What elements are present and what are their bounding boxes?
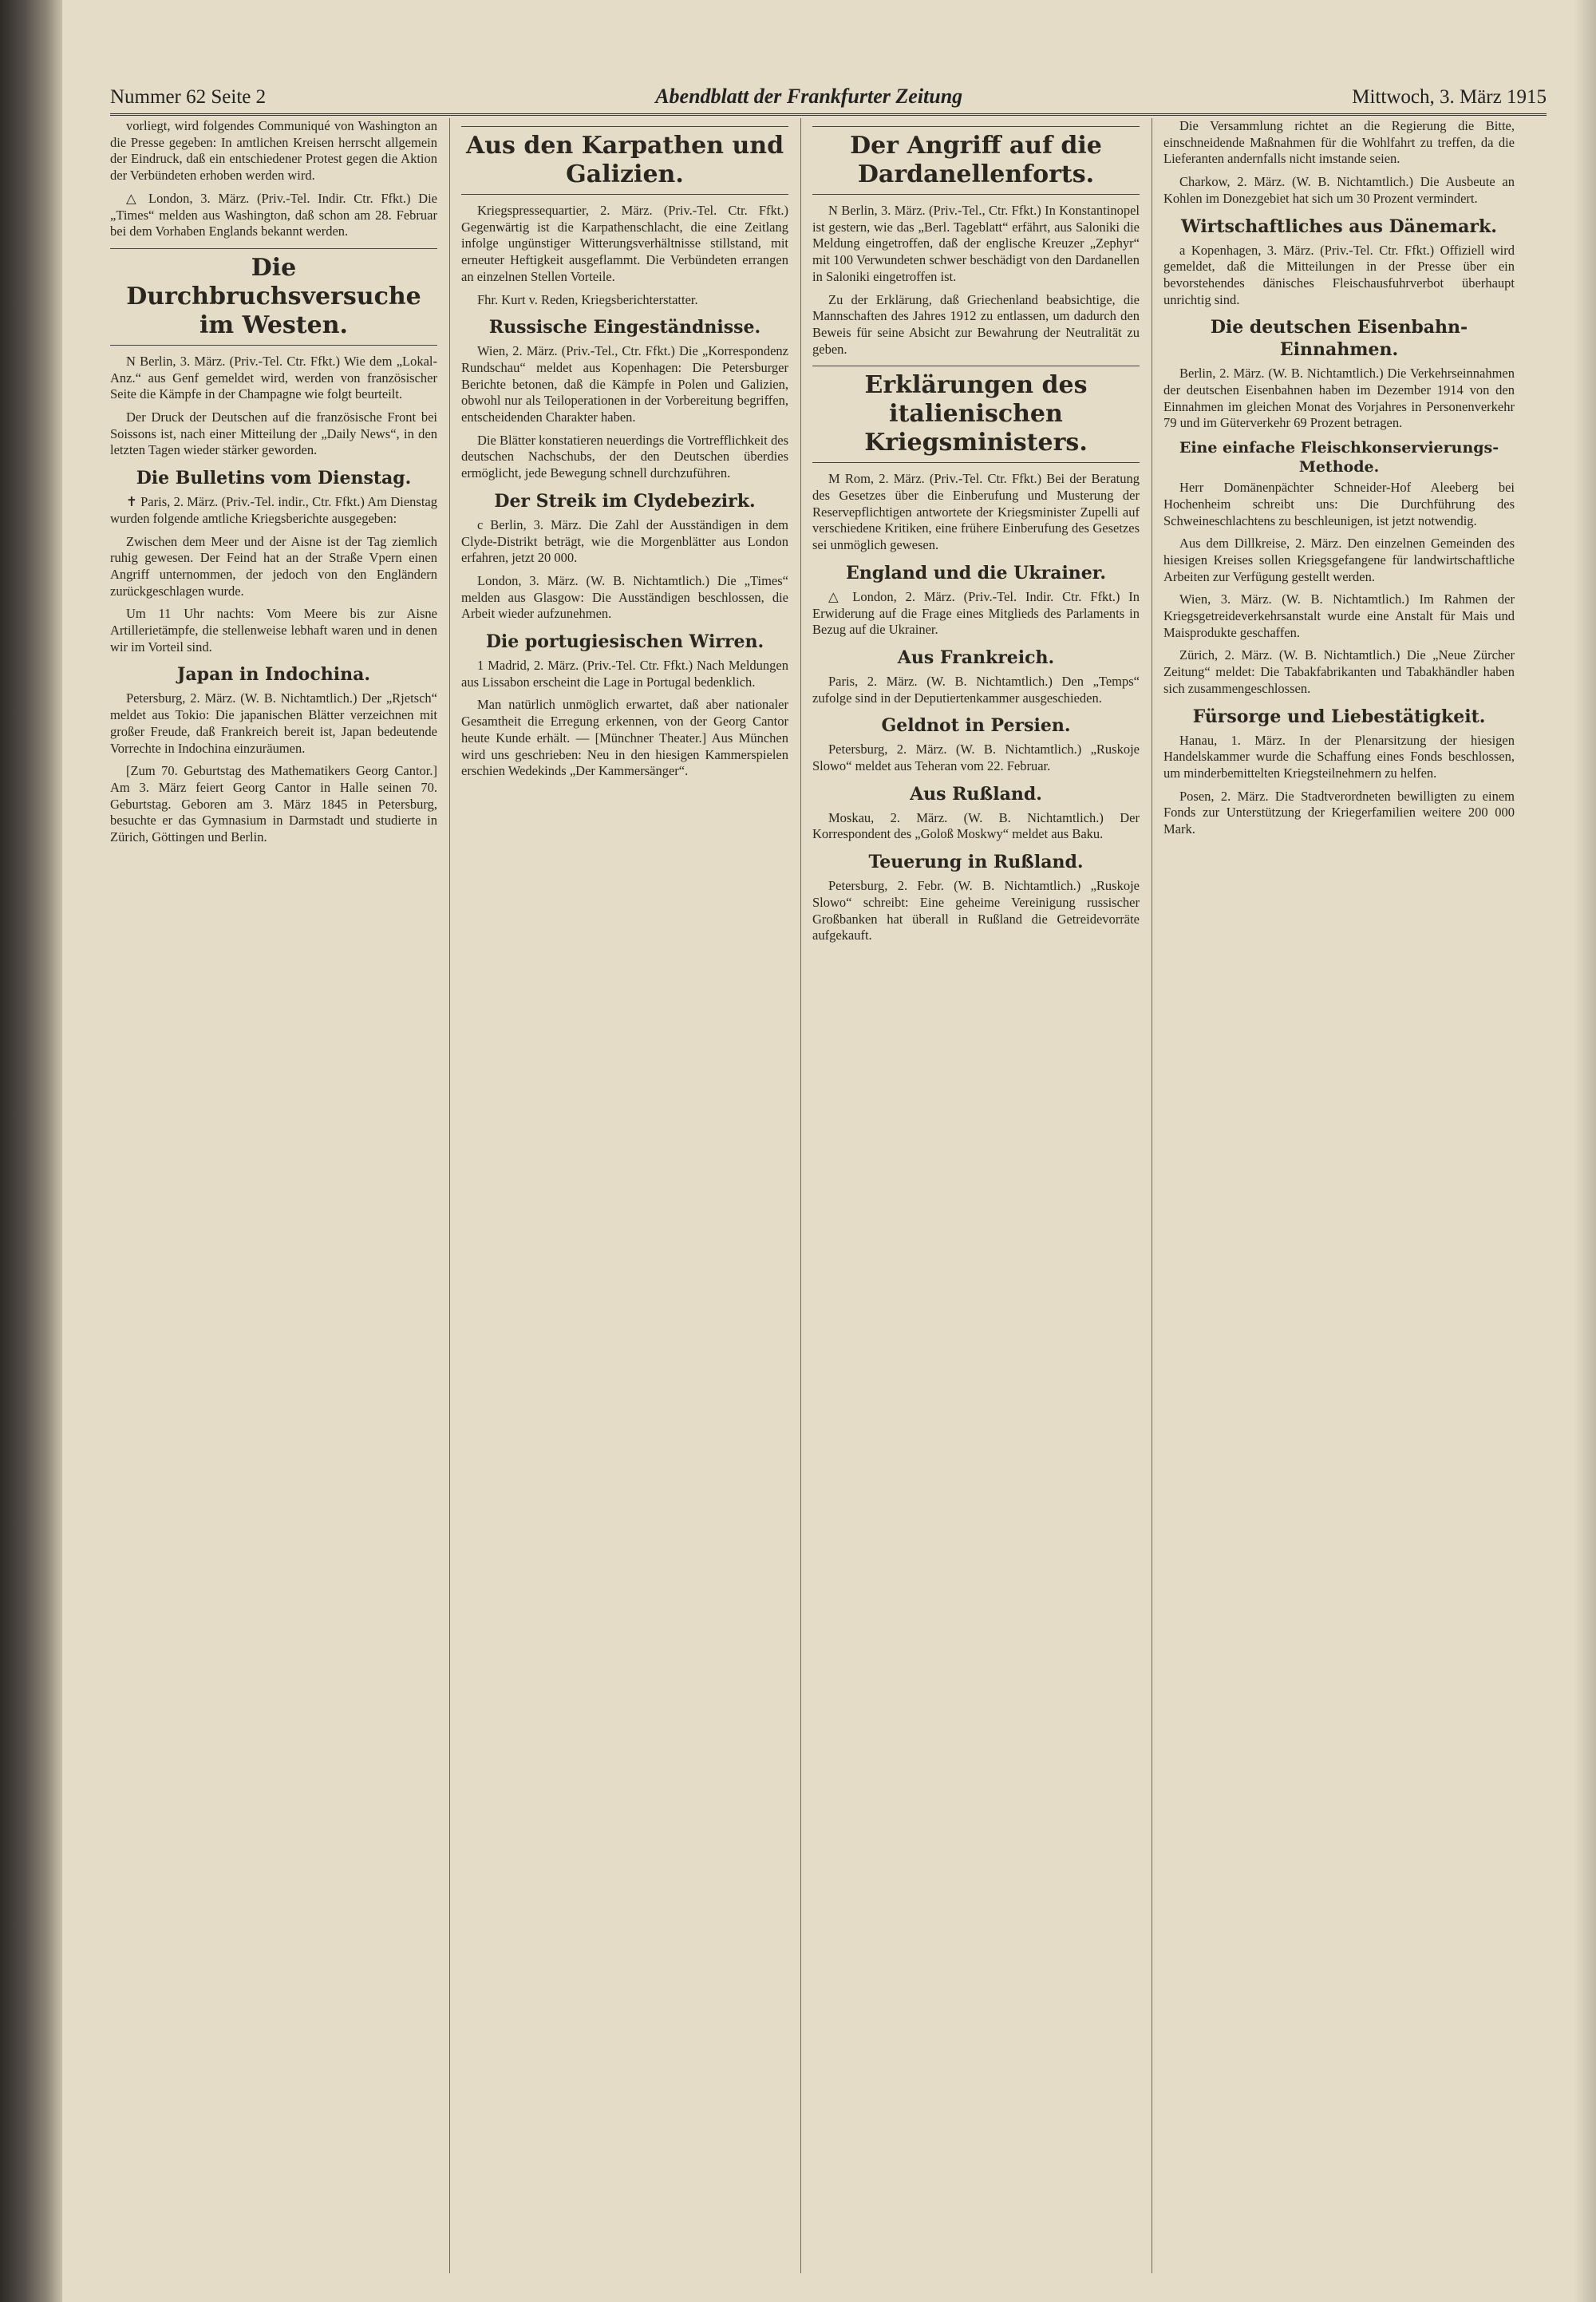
article-paragraph: Charkow, 2. März. (W. B. Nichtamtlich.) Die Ausbeute an Kohlen im Donezgebiet hat sich um 30 Prozent vermindert. — [1163, 174, 1515, 206]
article-paragraph: c Berlin, 3. März. Die Zahl der Ausständigen in dem Clyde-Distrikt beträgt, wie die Morgenblätter aus London erfahren, jetzt 20 000. — [461, 516, 788, 566]
article-paragraph: [Zum 70. Geburtstag des Mathematikers Georg Cantor.] Am 3. März feiert Georg Cantor in Halle seinen 70. Geburtstag. Geboren am 3. März 1845 in Petersburg, besuchte er das Gymnasium in Darmstadt und studierte in Zürich, Göttingen und Berlin. — [110, 763, 437, 845]
article-paragraph: 1 Madrid, 2. März. (Priv.-Tel. Ctr. Ffkt.) Nach Meldungen aus Lissabon erscheint die Lage in Portugal bedenklich. — [461, 658, 788, 690]
page-shadow — [1574, 0, 1596, 2302]
article-paragraph: London, 3. März. (W. B. Nichtamtlich.) Die „Times“ melden aus Glasgow: Die Ausständigen beschlossen, die Arbeit wieder aufzunehmen. — [461, 572, 788, 622]
article-paragraph: Die Blätter konstatieren neuerdings die Vortrefflichkeit des deutschen Nachschubs, der den Deutschen überdies ermöglicht, jede Bewegung schnell durchzuführen. — [461, 432, 788, 481]
article-paragraph: Petersburg, 2. Febr. (W. B. Nichtamtlich.) „Ruskoje Slowo“ schreibt: Eine geheime Vereinigung russischer Großbanken hat überall in Rußland die Getreidevorräte aufgekauft. — [812, 878, 1140, 943]
article-paragraph: Zu der Erklärung, daß Griechenland beabsichtige, die Mannschaften des Jahres 1912 zu entlassen, um dadurch den Beweis für seine Absicht zur Bewahrung der Neutralität zu geben. — [812, 291, 1140, 357]
headline-medium: Teuerung in Rußland. — [868, 852, 1084, 873]
article-paragraph: Petersburg, 2. März. (W. B. Nichtamtlich.) „Ruskoje Slowo“ meldet aus Teheran vom 22. Februar. — [812, 742, 1140, 774]
article-paragraph: M Rom, 2. März. (Priv.-Tel. Ctr. Ffkt.) Bei der Beratung des Gesetzes über die Einberufung und Musterung der Reservepflichtigen antwortete der Kriegsminister Zupelli auf verschiedene Kritiken, eine frühere Einberufung des Gesetzes sei unmöglich gewesen. — [812, 471, 1140, 553]
article-paragraph: Aus dem Dillkreise, 2. März. Den einzelnen Gemeinden des hiesigen Kreises sollen Kriegsgefangene für landwirtschaftliche Arbeiten zur Verfügung gestellt werden. — [1163, 536, 1515, 584]
headline-medium: Japan in Indochina. — [177, 664, 370, 686]
article-paragraph: Kriegspressequartier, 2. März. (Priv.-Tel. Ctr. Ffkt.) Gegenwärtig ist die Karpathenschlacht, die eine Zeitlang infolge ungünstiger Witterungsverhältnisse stillstand, mit erneuter Heftigkeit ausgeflammt. Die Verbündeten errangen an einzelnen Stellen Vorteile. — [461, 203, 788, 284]
article-paragraph: Wien, 2. März. (Priv.-Tel., Ctr. Ffkt.) Die „Korrespondenz Rundschau“ meldet aus Kopenhagen: Die Petersburger Berichte betonen, daß die Kämpfe in Polen und Galizien, obwohl nur als Teiloperationen in der Vorbereitung begriffen, entscheidenden Charakter haben. — [461, 343, 788, 425]
article-paragraph: Wien, 3. März. (W. B. Nichtamtlich.) Im Rahmen der Kriegsgetreideverkehrsanstalt wurde eine Anstalt für Mais und Maisprodukte geschaffen. — [1163, 591, 1515, 640]
headline-medium: England und die Ukrainer. — [845, 562, 1107, 583]
article-paragraph: Hanau, 1. März. In der Plenarsitzung der hiesigen Handelskammer wurde die Schaffung eines Fonds beschlossen, um minderbemittelten Kriegsteilnehmern zu helfen. — [1163, 732, 1515, 781]
headline-small: Eine einfache Fleischkonservierungs-Methode. — [1179, 439, 1499, 477]
article-paragraph: Herr Domänenpächter Schneider-Hof Aleeberg bei Hochenheim schreibt uns: Die Durchführung des Schweineschlachtens zu beschleunigen, ist jetzt notwendig. — [1163, 480, 1515, 528]
headline-medium: Wirtschaftliches aus Dänemark. — [1181, 216, 1497, 237]
headline-medium: Aus Frankreich. — [897, 647, 1055, 668]
headline-medium: Aus Rußland. — [910, 783, 1042, 805]
article-paragraph: Fhr. Kurt v. Reden, Kriegsberichterstatter. — [477, 291, 698, 307]
headline-large: Aus den Karpathen und Galizien. — [461, 126, 788, 195]
article-paragraph: a Kopenhagen, 3. März. (Priv.-Tel. Ctr. Ffkt.) Offiziell wird gemeldet, daß die Mitteilungen in der Presse über ein bevorstehendes dänisches Fleischausfuhrverbot überhaupt unrichtig sind. — [1163, 242, 1515, 307]
headline-medium: Der Streik im Clydebezirk. — [494, 490, 756, 512]
article-paragraph: △ London, 3. März. (Priv.-Tel. Indir. Ctr. Ffkt.) Die „Times“ melden aus Washington, daß schon am 28. Februar bei dem Vorhaben Englands bekannt werden. — [110, 190, 437, 239]
column-1 — [110, 118, 437, 2273]
article-paragraph: Zürich, 2. März. (W. B. Nichtamtlich.) Die „Neue Zürcher Zeitung“ meldet: Die Tabakfabrikanten und Tabakhändler haben sich zusammengeschlossen. — [1163, 647, 1515, 696]
masthead — [110, 81, 1547, 116]
headline-medium: Geldnot in Persien. — [881, 715, 1071, 737]
headline-medium: Fürsorge und Liebestätigkeit. — [1192, 706, 1486, 727]
newspaper-page — [62, 0, 1596, 2302]
article-paragraph: Posen, 2. März. Die Stadtverordneten bewilligten zu einem Fonds zur Unterstützung der Kriegerfamilien weitere 200 000 Mark. — [1163, 788, 1515, 837]
column-3 — [812, 118, 1140, 2273]
column-rule — [449, 118, 450, 2273]
headline-large: Die Durchbruchsversuche im Westen. — [110, 248, 437, 346]
article-paragraph: vorliegt, wird folgendes Communiqué von Washington an die Presse gegeben: In amtlichen Kreisen herrscht allgemein der Eindruck, daß ein entschiedener Protest gegen die Aktion der Verbündeten erhoben werden wird. — [110, 118, 437, 184]
article-paragraph: Zwischen dem Meer und der Aisne ist der Tag ziemlich ruhig gewesen. Der Feind hat an der Straße Vpern einen Angriff unternommen, der jedoch von den Engländern zurückgeschlagen wurde. — [110, 533, 437, 599]
masthead-title: Abendblatt der Frankfurter Zeitung — [655, 85, 963, 108]
column-2 — [461, 118, 788, 2273]
article-paragraph: Man natürlich unmöglich erwartet, daß aber nationaler Gesamtheit die Erregung erkennen, von der Georg Cantor heute Kunde erhält. — [Münchner Theater.] Aus München wird uns geschrieben: Neu in den hiesigen Kammerspielen erschien Wedekinds „Der Kammersänger“. — [461, 697, 788, 779]
headline-medium: Die deutschen Eisenbahn-Einnahmen. — [1210, 317, 1468, 361]
article-paragraph: Moskau, 2. März. (W. B. Nichtamtlich.) Der Korrespondent des „Goloß Moskwy“ meldet aus Baku. — [812, 809, 1140, 842]
masthead-date: Mittwoch, 3. März 1915 — [1352, 86, 1547, 108]
headline-medium: Die portugiesischen Wirren. — [485, 631, 764, 653]
book-spine — [0, 0, 62, 2302]
column-4 — [1163, 118, 1515, 2273]
headline-medium: Russische Eingeständnisse. — [488, 317, 761, 338]
headline-large: Erklärungen des italienischen Kriegsministers. — [812, 366, 1140, 463]
headline-large: Der Angriff auf die Dardanellenforts. — [812, 126, 1140, 195]
article-paragraph: ✝ Paris, 2. März. (Priv.-Tel. indir., Ctr. Ffkt.) Am Dienstag wurden folgende amtliche Kriegsberichte ausgegeben: — [110, 494, 437, 526]
article-paragraph: Die Versammlung richtet an die Regierung die Bitte, einschneidende Maßnahmen für die Wohlfahrt zu treffen, da die Lieferanten andernfalls nicht imstande seien. — [1163, 118, 1515, 167]
article-paragraph: Paris, 2. März. (W. B. Nichtamtlich.) Den „Temps“ zufolge sind in der Deputiertenkammer ausgeschieden. — [812, 673, 1140, 706]
headline-medium: Die Bulletins vom Dienstag. — [136, 468, 412, 489]
article-paragraph: △ London, 2. März. (Priv.-Tel. Indir. Ctr. Ffkt.) In Erwiderung auf die Frage eines Mitglieds des Parlaments in Bezug auf die Ukrainer. — [812, 588, 1140, 638]
article-paragraph: Der Druck der Deutschen auf die französische Front bei Soissons ist, nach einer Mitteilung der „Daily News“, in den letzten Tagen wieder stärker geworden. — [110, 409, 437, 458]
article-paragraph: N Berlin, 3. März. (Priv.-Tel., Ctr. Ffkt.) In Konstantinopel ist gestern, wie das „Berl. Tageblatt“ erfährt, aus Saloniki die Meldung eingetroffen, daß der englische Kreuzer „Zephyr“ mit 100 Verwundeten schwer beschädigt von den Dardanellen in Saloniki eingetroffen ist. — [812, 203, 1140, 284]
article-paragraph: Berlin, 2. März. (W. B. Nichtamtlich.) Die Verkehrseinnahmen der deutschen Eisenbahnen haben im Dezember 1914 von den Einnahmen im gleichen Monat des Vorjahres in Personenverkehr 79 und im Güterverkehr 69 Prozent betragen. — [1163, 366, 1515, 431]
column-rule — [800, 118, 801, 2273]
masthead-page-number: Nummer 62 Seite 2 — [110, 86, 267, 108]
article-paragraph: Petersburg, 2. März. (W. B. Nichtamtlich.) Der „Rjetsch“ meldet aus Tokio: Die japanischen Blätter verzeichnen mit großer Freude, daß Frankreich bereit ist, Japan bedeutende Vorrechte in Indochina einzuräumen. — [110, 690, 437, 756]
article-paragraph: N Berlin, 3. März. (Priv.-Tel. Ctr. Ffkt.) Wie dem „Lokal-Anz.“ aus Genf gemeldet wird, werden von französischer Seite die Kämpfe in der Champagne wie folgt beurteilt. — [110, 353, 437, 402]
article-paragraph: Um 11 Uhr nachts: Vom Meere bis zur Aisne Artillerietämpfe, die stellenweise lebhaft waren und in denen wir im Vorteil sind. — [110, 606, 437, 655]
